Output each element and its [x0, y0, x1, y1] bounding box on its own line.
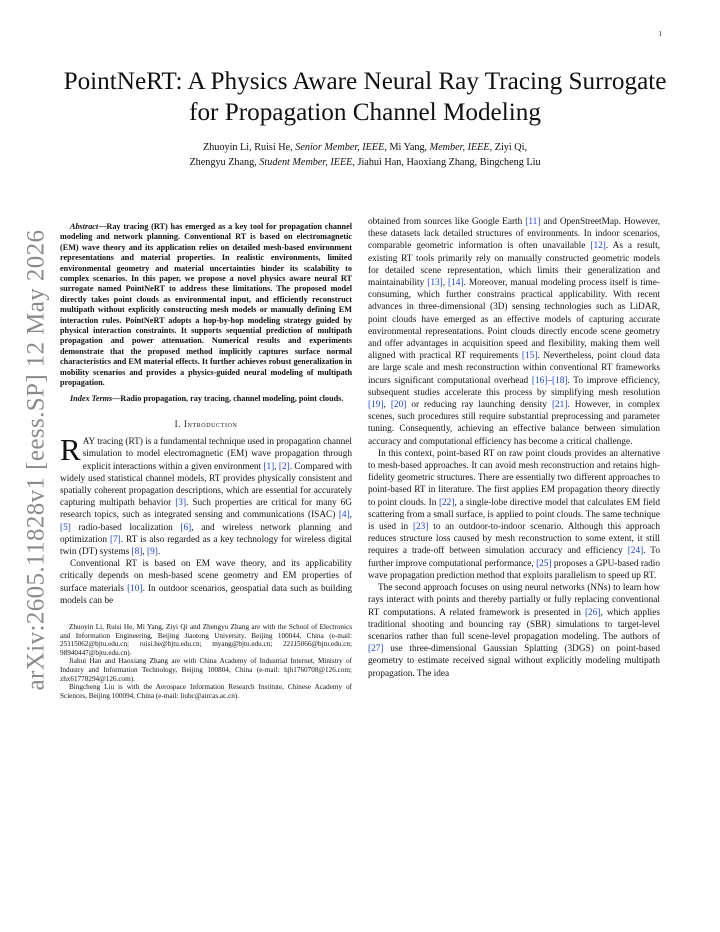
- left-column: [60, 216, 352, 700]
- section-heading: I. Introduction: [174, 418, 238, 429]
- body-text: . However, in complex scenes, such procedures still require substantial preprocessing and parameter tuning. Consequently, achieving an effective balance between simulation accuracy and computational efficiency has become a critical challenge.: [368, 400, 661, 447]
- body-text: ,: [349, 510, 352, 521]
- author-line-2: [60, 155, 670, 170]
- index-terms-label: Index Terms: [70, 393, 113, 403]
- citation-link[interactable]: [16]: [531, 375, 548, 386]
- author-names: Zhuoyin Li, Ruisi He,: [202, 142, 296, 153]
- body-text: radio-based localization: [70, 522, 181, 533]
- citation-link[interactable]: [7]: [109, 534, 121, 545]
- body-text: . To improve efficiency, subsequent studies accelerate this process by simplifying mesh resolution: [368, 375, 660, 398]
- citation-link[interactable]: [4]: [338, 510, 350, 521]
- citation-link[interactable]: [23]: [412, 522, 429, 533]
- body-text: use three-dimensional Gaussian Splatting (3DGS) on point-based geometry to estimate received signal without explicitly modeling multipath propagation. The idea: [368, 644, 660, 679]
- citation-link[interactable]: [5]: [60, 522, 71, 533]
- body-text: ,: [383, 400, 391, 411]
- citation-link[interactable]: [8]: [131, 546, 143, 557]
- body-text: , a single-lobe directive model that calculates EM field scattering from a small surface, is applied to point clouds. The same technique is used in: [368, 497, 661, 533]
- author-role: Member, IEEE,: [429, 142, 493, 153]
- intro-paragraph-1: [60, 432, 353, 558]
- body-text: , and wireless network planning and optimization: [60, 522, 352, 545]
- abstract-text: —Ray tracing (RT) has emerged as a key tool for propagation channel modeling and network planning. Conventional RT is based on electromagnetic (EM) wave theory and its application relies on detailed mesh-based environment representations and material properties. In realistic environments, limited environmental geometry and material uncertainties hinder its scalability to complex scenarios. In this paper, we propose a novel physics aware neural RT surrogate named PointNeRT to address these limitations. The proposed model directly takes point clouds as environmental input, and efficiently reconstruct multipath without explicitly constructing mesh models or manually defining EM interaction rules. PointNeRT adopts a hop-by-hop modeling strategy guided by physical interaction constraints. It supports sequential prediction of multipath propagation and power attenuation. Numerical results and experiments demonstrate that the proposed method implicitly captures surface normal characteristics and EM material effects. It further achieves robust generalization in mobility scenarios and provides a physics-guided neural modeling of multipath propagation.: [60, 222, 352, 388]
- body-text: and OpenStreetMap. However, these datasets lack detailed structures of environments. In indoor scenarios, comparable geometric information is often unavailable: [368, 217, 661, 252]
- right-paragraph-3: [368, 582, 660, 680]
- citation-link[interactable]: [11]: [525, 217, 541, 227]
- citation-link[interactable]: [9]: [147, 546, 158, 557]
- body-text: . Such properties are critical for many 6G research topics, such as integrated sensing and communications (ISAC): [60, 498, 352, 521]
- page-number: 1: [658, 30, 662, 38]
- body-text: . Moreover, manual modeling process itself is time-consuming, which further constrains practical applicability. With recent advances in three-dimensional (3D) sensing technologies such as LiDAR, point clouds have emerged as an effective models of capturing accurate environmental representations. Point clouds directly encode scene geometry and offer advantages in acquisition speed and flexibility, making them well aligned with practical RT requirements: [368, 278, 660, 362]
- body-text: , which applies traditional shooting and bouncing ray (SBR) simulations to target-level scenarios rather than full scene-level propagation modeling. The authors of: [368, 607, 660, 642]
- author-names: Jiahui Han, Haoxiang Zhang, Bingcheng Liu: [354, 157, 541, 168]
- body-text: The second approach focuses on using neural networks (NNs) to learn how rays interact with points and thereby partially or fully replacing conventional RT computations. A related framework is presented in: [368, 583, 660, 618]
- footnote: Jiahui Han and Haoxiang Zhang are with China Academy of Industrial Internet, Ministry of Industry and Information Technology, Beijing 100804, China (e-mail: hjh1760708@126.com; zhx61778294@126.com).: [60, 657, 352, 683]
- body-text: In this context, point-based RT on raw point clouds provides an alternative to mesh-based approaches. It can avoid mesh reconstruction and retains high-fidelity geometric structures. There are essentially two different approaches to point-based RT in literature. The first applies EM propagation theory directly to point clouds. In: [368, 448, 660, 508]
- body-text: ,: [142, 546, 148, 557]
- citation-link[interactable]: [1]: [263, 461, 275, 472]
- abstract-label: Abstract: [70, 222, 99, 231]
- arxiv-stamp: [8, 229, 64, 691]
- body-text: obtained from sources like Google Earth: [368, 217, 526, 227]
- footnotes: [60, 623, 352, 700]
- citation-link[interactable]: [18]: [552, 375, 568, 386]
- body-text: Conventional RT is based on EM wave theory, and its applicability critically depends on mesh-based scene geometry and EM properties of surface materials: [60, 559, 352, 594]
- author-role: Senior Member, IEEE,: [295, 142, 387, 153]
- body-text: . Compared with widely used statistical channel models, RT provides physically consistent and spatially coherent propagation descriptions, which are essential for accurately capturing multipath behavior: [60, 461, 352, 509]
- body-text: proposes a GPU-based radio wave propagation prediction method that exploits parallelism to speed up RT.: [368, 558, 661, 581]
- body-text: .: [157, 546, 161, 557]
- citation-link[interactable]: [25]: [536, 558, 552, 569]
- citation-link[interactable]: [10]: [127, 583, 143, 594]
- drop-cap: R: [60, 432, 81, 468]
- citation-link[interactable]: [13]: [427, 278, 443, 289]
- body-text: . Nevertheless, point cloud data are large scale and mesh reconstruction within conventional RT frameworks incurs significant computational overhead: [368, 351, 660, 386]
- author-role: Student Member, IEEE,: [259, 157, 355, 168]
- abstract: [60, 222, 352, 389]
- citation-link[interactable]: [22]: [438, 497, 455, 508]
- citation-link[interactable]: [21]: [551, 400, 568, 411]
- author-line-1: [60, 140, 670, 155]
- author-names: Ziyi Qi,: [492, 142, 527, 153]
- footnote: Zhuoyin Li, Ruisi He, Mi Yang, Ziyi Qi and Zhengyu Zhang are with the School of Electronics and Information Engineering, Beijing Jiaotong University, Beijing 100044, China (e-mail: 25115062@bjtu.edu.cn; ruisi.he@bjtu.edu.cn; myang@bjtu.edu.cn; 22115066@bjtu.edu.cn; 98940447@bjtu.edu.cn).: [60, 622, 352, 657]
- body-text: –: [547, 375, 552, 386]
- index-terms-text: —Radio propagation, ray tracing, channel modeling, point clouds.: [112, 393, 344, 403]
- body-text: AY tracing (RT) is a fundamental technique used in propagation channel simulation to model electromagnetic (EM) wave propagation through explicit interactions within a given environment: [82, 437, 353, 472]
- author-names: Zhengyu Zhang,: [189, 157, 260, 168]
- body-text: . As a result, existing RT tools primarily rely on manually constructed geometric models for detailed scene representation, which limits their generalization and maintainability: [368, 241, 660, 289]
- citation-link[interactable]: [27]: [368, 644, 384, 655]
- right-paragraph-2: [368, 448, 660, 582]
- body-text: to an outdoor-to-indoor scenario. Although this approach reduces structure loss caused by mesh reconstruction to some extent, it still requires a trade-off between simulation accuracy and efficiency: [368, 522, 660, 557]
- citation-link[interactable]: [3]: [175, 498, 187, 509]
- intro-paragraph-2: [60, 558, 352, 607]
- citation-link[interactable]: [6]: [180, 522, 192, 533]
- right-column: [368, 216, 660, 680]
- body-text: . In outdoor scenarios, geospatial data such as building models can be: [60, 583, 353, 606]
- citation-link[interactable]: [12]: [590, 241, 606, 252]
- body-text: . To further improve computational performance,: [368, 546, 660, 569]
- body-text: . RT is also regarded as a key technology for wireless digital twin (DT) systems: [60, 534, 352, 557]
- right-paragraph-1: [368, 216, 660, 448]
- author-names: Mi Yang,: [386, 142, 430, 153]
- citation-link[interactable]: [24]: [627, 546, 644, 557]
- body-text: or reducing ray launching density: [406, 400, 552, 411]
- citation-link[interactable]: [14]: [448, 278, 464, 289]
- citation-link[interactable]: [26]: [584, 607, 601, 618]
- body-text: ,: [274, 461, 279, 472]
- arxiv-stamp-text: arXiv:2605.11828v1 [eess.SP] 12 May 2026: [22, 229, 49, 691]
- citation-link[interactable]: [19]: [368, 400, 384, 411]
- citation-link[interactable]: [20]: [390, 400, 407, 411]
- author-list: [60, 140, 670, 170]
- citation-link[interactable]: [15]: [521, 351, 538, 362]
- index-terms: [60, 394, 352, 404]
- body-text: ,: [442, 278, 449, 289]
- paper-title: PointNeRT: A Physics Aware Neural Ray Tracing Surrogate for Propagation Channel Modeling: [63, 68, 667, 126]
- citation-link[interactable]: [2]: [278, 461, 290, 472]
- footnote: Bingcheng Liu is with the Aerospace Information Research Institute, Chinese Academy of Sciences, Beijing 100094, China (e-mail: liubc@aircas.ac.cn).: [60, 683, 352, 700]
